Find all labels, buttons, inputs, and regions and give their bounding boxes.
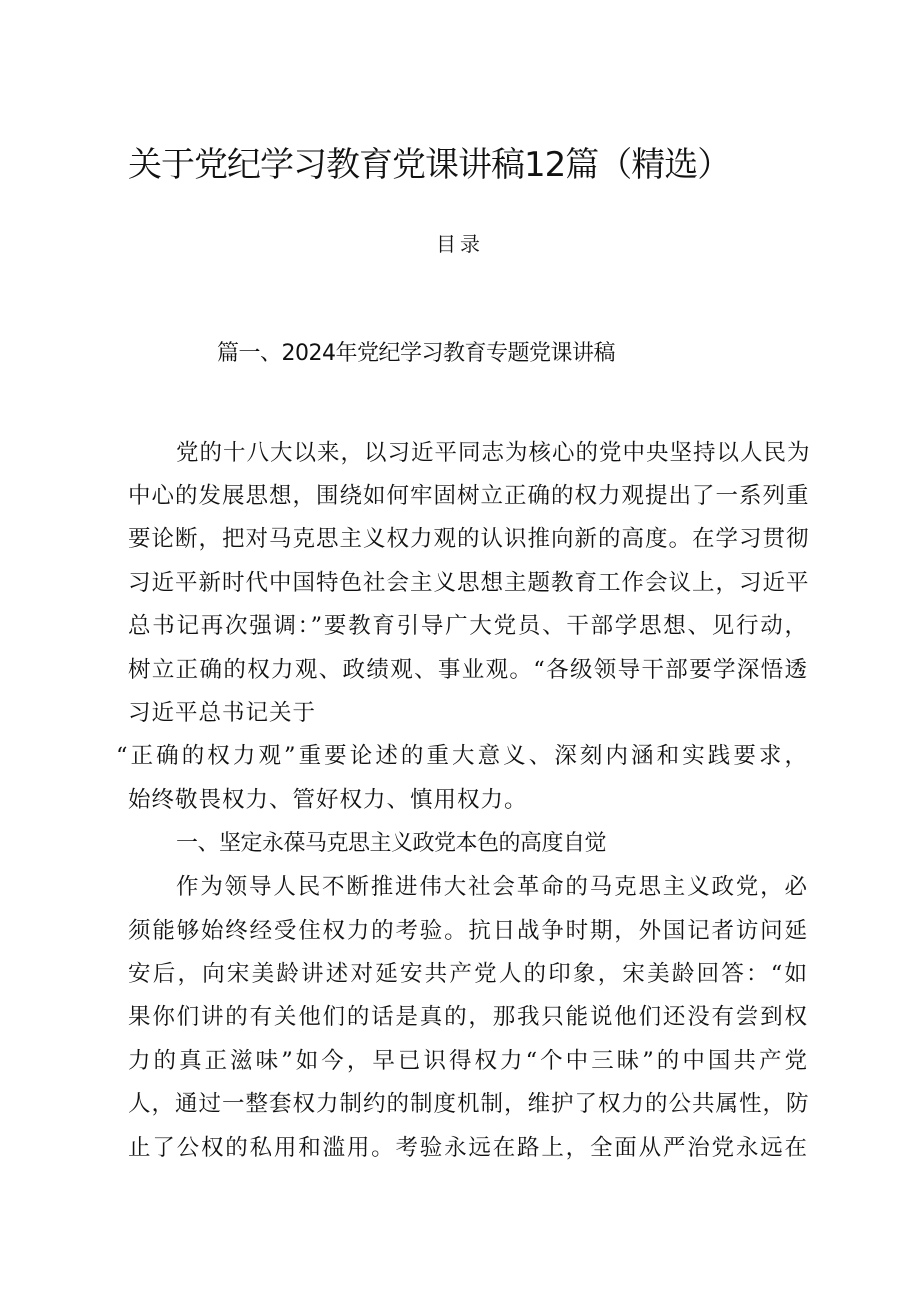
subheading: 一、坚定永葆马克思主义政党本色的高度自觉 bbox=[176, 831, 607, 856]
paragraph-line: 党的十八大以来，以习近平同志为核心的党中央坚持以人民为 bbox=[176, 440, 811, 466]
paragraph-line: 力的真正滋味”如今，早已识得权力“个中三昧”的中国共产党 bbox=[128, 1048, 808, 1074]
paragraph-line: 树立正确的权力观、政绩观、事业观。“各级领导干部要学深悟透 bbox=[128, 657, 808, 683]
paragraph-line: 习近平总书记关于 bbox=[128, 700, 317, 726]
paragraph-line: 要论断，把对马克思主义权力观的认识推向新的高度。在学习贯彻 bbox=[128, 526, 810, 552]
paragraph-line: 习近平新时代中国特色社会主义思想主题教育工作会议上，习近平 bbox=[128, 570, 810, 596]
paragraph-line: 须能够始终经受住权力的考验。抗日战争时期，外国记者访问延 bbox=[128, 918, 808, 944]
paragraph-line: 安后，向宋美龄讲述对延安共产党人的印象，宋美龄回答：“如 bbox=[128, 961, 808, 987]
paragraph-line: 始终敬畏权力、管好权力、慎用权力。 bbox=[128, 787, 528, 813]
paragraph-line: 止了公权的私用和滥用。考验永远在路上，全面从严治党永远在 bbox=[128, 1135, 808, 1161]
toc-label: 目录 bbox=[436, 232, 484, 256]
paragraph-line: 总书记再次强调：”要教育引导广大党员、干部学思想、见行动， bbox=[128, 613, 808, 639]
section-heading: 篇一、2024年党纪学习教育专题党课讲稿 bbox=[217, 341, 615, 366]
paragraph-line: 人，通过一整套权力制约的制度机制，维护了权力的公共属性，防 bbox=[128, 1091, 810, 1117]
paragraph-line: “正确的权力观”重要论述的重大意义、深刻内涵和实践要求， bbox=[116, 743, 808, 769]
document-title: 关于党纪学习教育党课讲稿12篇（精选） bbox=[128, 145, 731, 185]
paragraph-line: 中心的发展思想，围绕如何牢固树立正确的权力观提出了一系列重 bbox=[128, 483, 810, 509]
paragraph-line: 果你们讲的有关他们的话是真的，那我只能说他们还没有尝到权 bbox=[128, 1004, 808, 1030]
paragraph-line: 作为领导人民不断推进伟大社会革命的马克思主义政党，必 bbox=[176, 874, 808, 900]
